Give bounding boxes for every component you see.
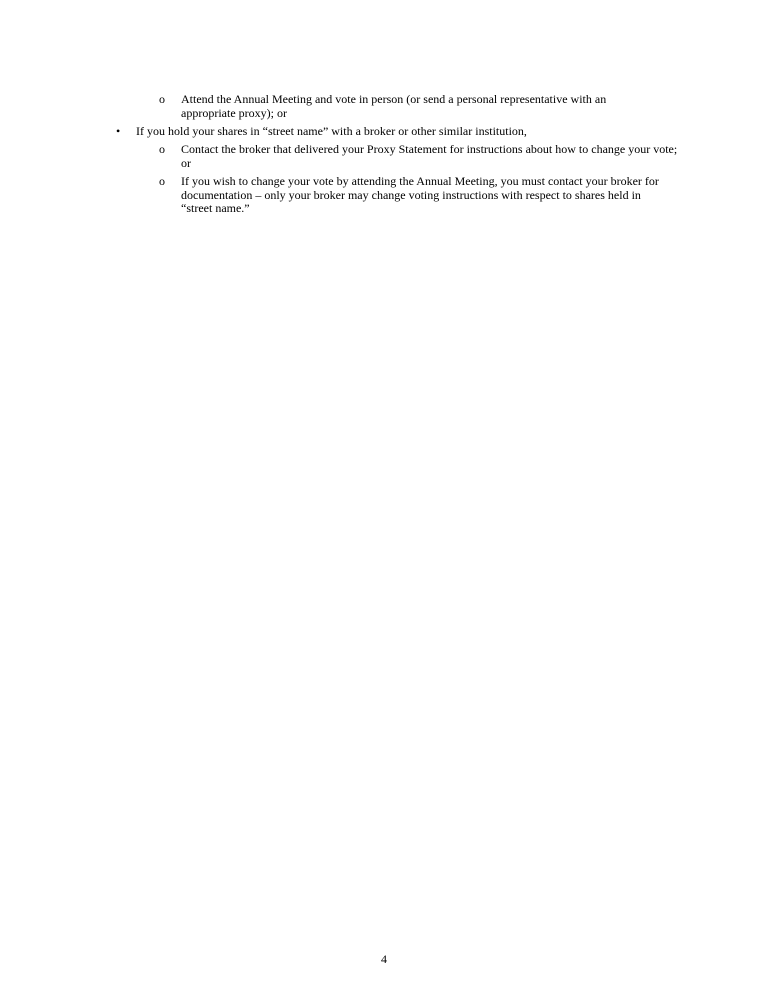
- sub-bullet-text: Attend the Annual Meeting and vote in person (or send a personal representative with an appropriate proxy); or: [181, 92, 607, 120]
- page-number: 4: [381, 952, 387, 966]
- sub-bullet-marker: o: [159, 174, 165, 188]
- sub-bullet-marker: o: [159, 92, 165, 106]
- sub-bullet-text: If you wish to change your vote by attending the Annual Meeting, you must contact your broker for documentation – only your broker may change voting instructions with respect to shares held in “street name.”: [181, 174, 659, 215]
- bullet-marker: •: [116, 124, 121, 138]
- sub-bullet-marker: o: [159, 142, 165, 156]
- sub-bullet-text: Contact the broker that delivered your Proxy Statement for instructions about how to change your vote; or: [181, 142, 678, 170]
- bullet-text: If you hold your shares in “street name” with a broker or other similar institution,: [136, 124, 527, 138]
